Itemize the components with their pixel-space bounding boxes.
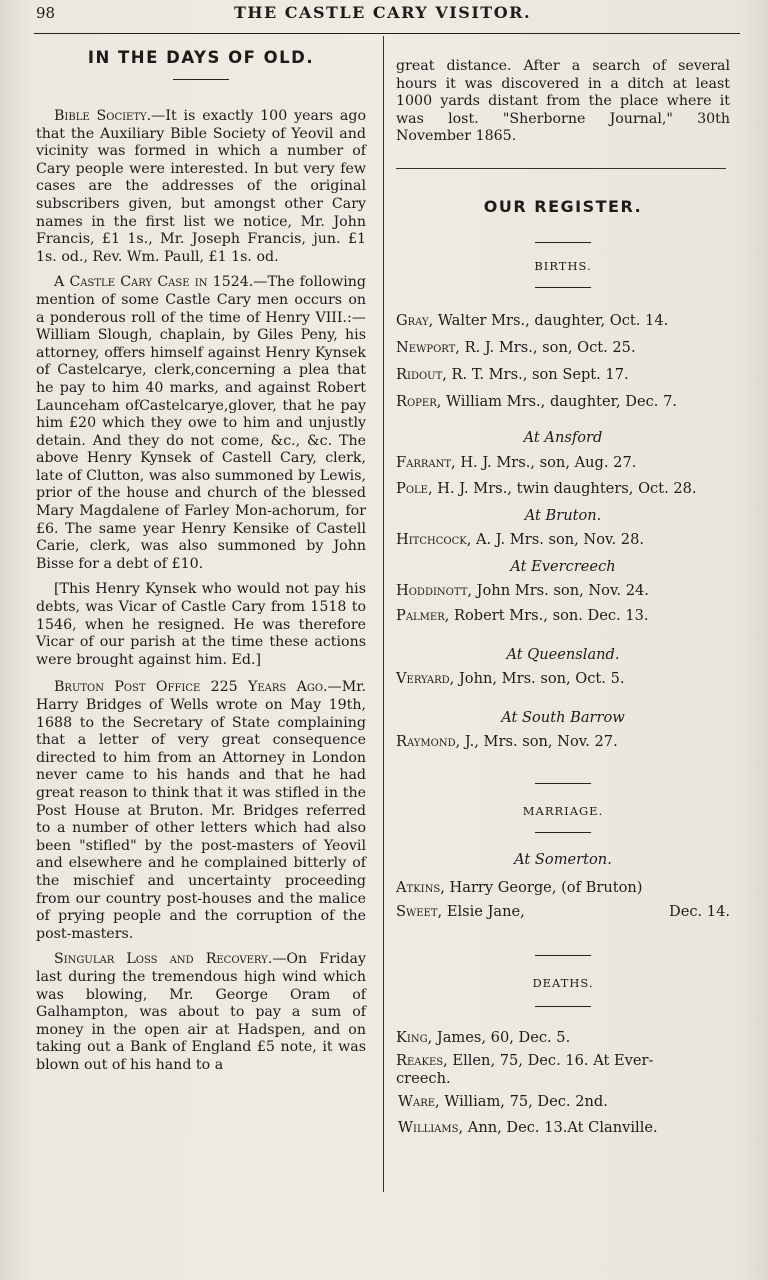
article-text: —On Friday last during the tremendous high wind which was blowing, Mr. George Oram of Galhampton, was about to pay a sum of money in the open air at Hadspen, and on taking out a Bank of England £5 note, it was blown out of his hand to a [36,951,367,1073]
entry-detail: H. J. Mrs., son, Aug. 27. [460,453,637,471]
marriage-heading: MARRIAGE. [522,803,604,818]
place-heading: At South Barrow [501,708,625,726]
list-item [396,454,730,472]
entry-detail: Robert Mrs., son. Dec. 13. [454,606,649,624]
births-heading: BIRTHS. [534,258,592,273]
page-header [36,0,740,30]
entry-name: Newport, [396,338,460,356]
marriage-line-1 [396,879,730,897]
article-heading: A Castle Cary Case in 1524. [54,274,254,291]
entry-name: Palmer, [396,606,450,624]
article-bruton-post-office [36,679,366,943]
entry-detail: John Mrs. son, Nov. 24. [476,581,649,599]
entry-detail: J., Mrs. son, Nov. 27. [464,732,618,750]
place-heading: At Queensland. [506,645,620,663]
entry-detail: A. J. Mrs. son, Nov. 28. [475,530,644,548]
article-heading: Singular Loss and Recovery. [54,951,273,968]
entry-detail: William, 75, Dec. 2nd. [444,1092,608,1110]
entry-name: Gray, [396,311,434,329]
journal-title: THE CASTLE CARY VISITOR. [234,3,532,22]
list-item [396,607,730,625]
list-item [396,670,730,688]
entry-name: Ridout, [396,365,447,383]
deaths-list [396,1029,730,1137]
article-castle-cary-case [36,274,366,573]
section-divider [396,168,726,169]
article-bible-society [36,108,366,266]
entry-detail: Elsie Jane, [446,902,525,920]
entry-name: Raymond, [396,732,461,750]
entry-detail: Harry George, (of Bruton) [449,878,643,896]
article-continuation: great distance. After a search of several hours it was discovered in a ditch at least 1000 yards distant from the place where it was lost. "Sherborne Journal," 30th November 1865. [396,58,730,145]
list-item [396,366,730,384]
place-heading: At Evercreech [510,557,616,575]
article-singular-loss [36,951,366,1074]
list-item [396,393,730,411]
entry-detail: John, Mrs. son, Oct. 5. [458,669,625,687]
list-item [396,531,730,549]
entry-name: Ware, [398,1092,440,1110]
right-column [396,58,730,1137]
births-list [396,312,730,411]
register-rule [535,242,591,243]
place-heading: At Ansford [523,428,603,446]
entry-detail: William Mrs., daughter, Dec. 7. [446,392,677,410]
column-divider [383,36,384,1192]
entry-name: Williams, [398,1118,464,1136]
marriage-rule-top [535,783,591,784]
entry-detail: Walter Mrs., daughter, Oct. 14. [437,311,669,329]
entry-detail: Ann, Dec. 13.At Clanville. [467,1118,658,1136]
deaths-rule-bottom [535,1006,591,1007]
article-text: —Mr. Harry Bridges of Wells wrote on May 19th, 1688 to the Secretary of State complaining that a letter of very great consequence directed to him from an Attorney in London never came to his hands and that he had great reason to think that it was stifled in the Post House at Bruton. Mr. Bridges referred to a number of other letters which had also been "stifled" by the post-masters of Yeovil and elsewhere and he complained bitterly of the mischief and uncertainty proceeding from our country post-houses and the malice of prying people and the corruption of the post-masters. [36,679,366,942]
entry-name: Reakes, [396,1051,448,1069]
entry-name: Hoddinott, [396,581,473,599]
marriage-rule-bottom [535,832,591,833]
article-heading: Bible Society. [54,108,152,124]
entry-detail: R. J. Mrs., son, Oct. 25. [464,338,636,356]
article-text: —The following mention of some Castle Cary men occurs on a ponderous roll of the time of Henry VIII.:—William Slough, chaplain, by Giles Peny, his attorney, offers himself against Henry Kynsek of Castelcarye, clerk,concerning a plea that he pay to him 40 marks, and against Robert Launceham ofCastelcarye,glover, that he pay him £20 which they owe to him and unjustly detain. And they do not come, &c., &c. The above Henry Kynsek of Castell Cary, clerk, late of Clutton, was also summoned by Lewis, prior of the house and church of the blessed Mary Magdalene of Farley Mon-achorum, for £6. The same year Henry Kensike of Castell Carie, clerk, was also summoned by John Bisse for a debt of £10. [36,274,366,572]
marriage-date: Dec. 14. [669,902,730,920]
deaths-rule-top [535,955,591,956]
list-item [398,1093,730,1111]
list-item [396,480,730,498]
article-text: —It is exactly 100 years ago that the Auxiliary Bible Society of Yeovil and vicinity was formed in which a number of Cary people were interested. In but very few cases are the addresses of the original subscribers given, but amongst other Cary names in the first list we notice, Mr. John Francis, £1 1s., Mr. Joseph Francis, jun. £1 1s. od., Rev. Wm. Paull, £1 1s. od. [36,108,367,265]
entry-name: Hitchcock, [396,530,472,548]
entry-name: Roper, [396,392,442,410]
list-item [396,1029,730,1047]
header-rule [34,33,740,34]
page-number: 98 [36,4,56,22]
entry-name: Atkins, [396,878,445,896]
editor-note [36,581,366,669]
births-rule [535,287,591,288]
article-heading: Bruton Post Office 225 Years Ago. [54,679,328,696]
entry-name: Veryard, [396,669,455,687]
list-item [396,312,730,330]
list-item [396,582,730,600]
list-item [396,733,730,751]
section-title: IN THE DAYS OF OLD. [87,48,315,67]
article-text: [This Henry Kynsek who would not pay his debts, was Vicar of Castle Cary from 1518 to 1546, when he resigned. He was therefore Vicar of our parish at the time these actions were brought against him. Ed.] [36,581,366,668]
entry-detail: H. J. Mrs., twin daughters, Oct. 28. [437,479,697,497]
entry-name: Sweet, [396,902,443,920]
list-item [396,339,730,357]
entry-name: Pole, [396,479,433,497]
deaths-heading: DEATHS. [532,975,594,990]
register-title: OUR REGISTER. [483,196,643,216]
entry-name: Farrant, [396,453,456,471]
entry-detail: R. T. Mrs., son Sept. 17. [451,365,629,383]
place-heading: At Bruton. [524,506,602,524]
title-rule [173,79,229,80]
list-item [398,1119,730,1137]
place-heading: At Somerton. [514,850,612,868]
marriage-line-2 [396,903,730,921]
left-column [36,40,366,1074]
list-item [396,1052,706,1088]
entry-name: King, [396,1028,433,1046]
entry-detail: James, 60, Dec. 5. [436,1028,571,1046]
entry-detail: Ellen, 75, Dec. 16. At Ever-creech. [396,1051,654,1087]
